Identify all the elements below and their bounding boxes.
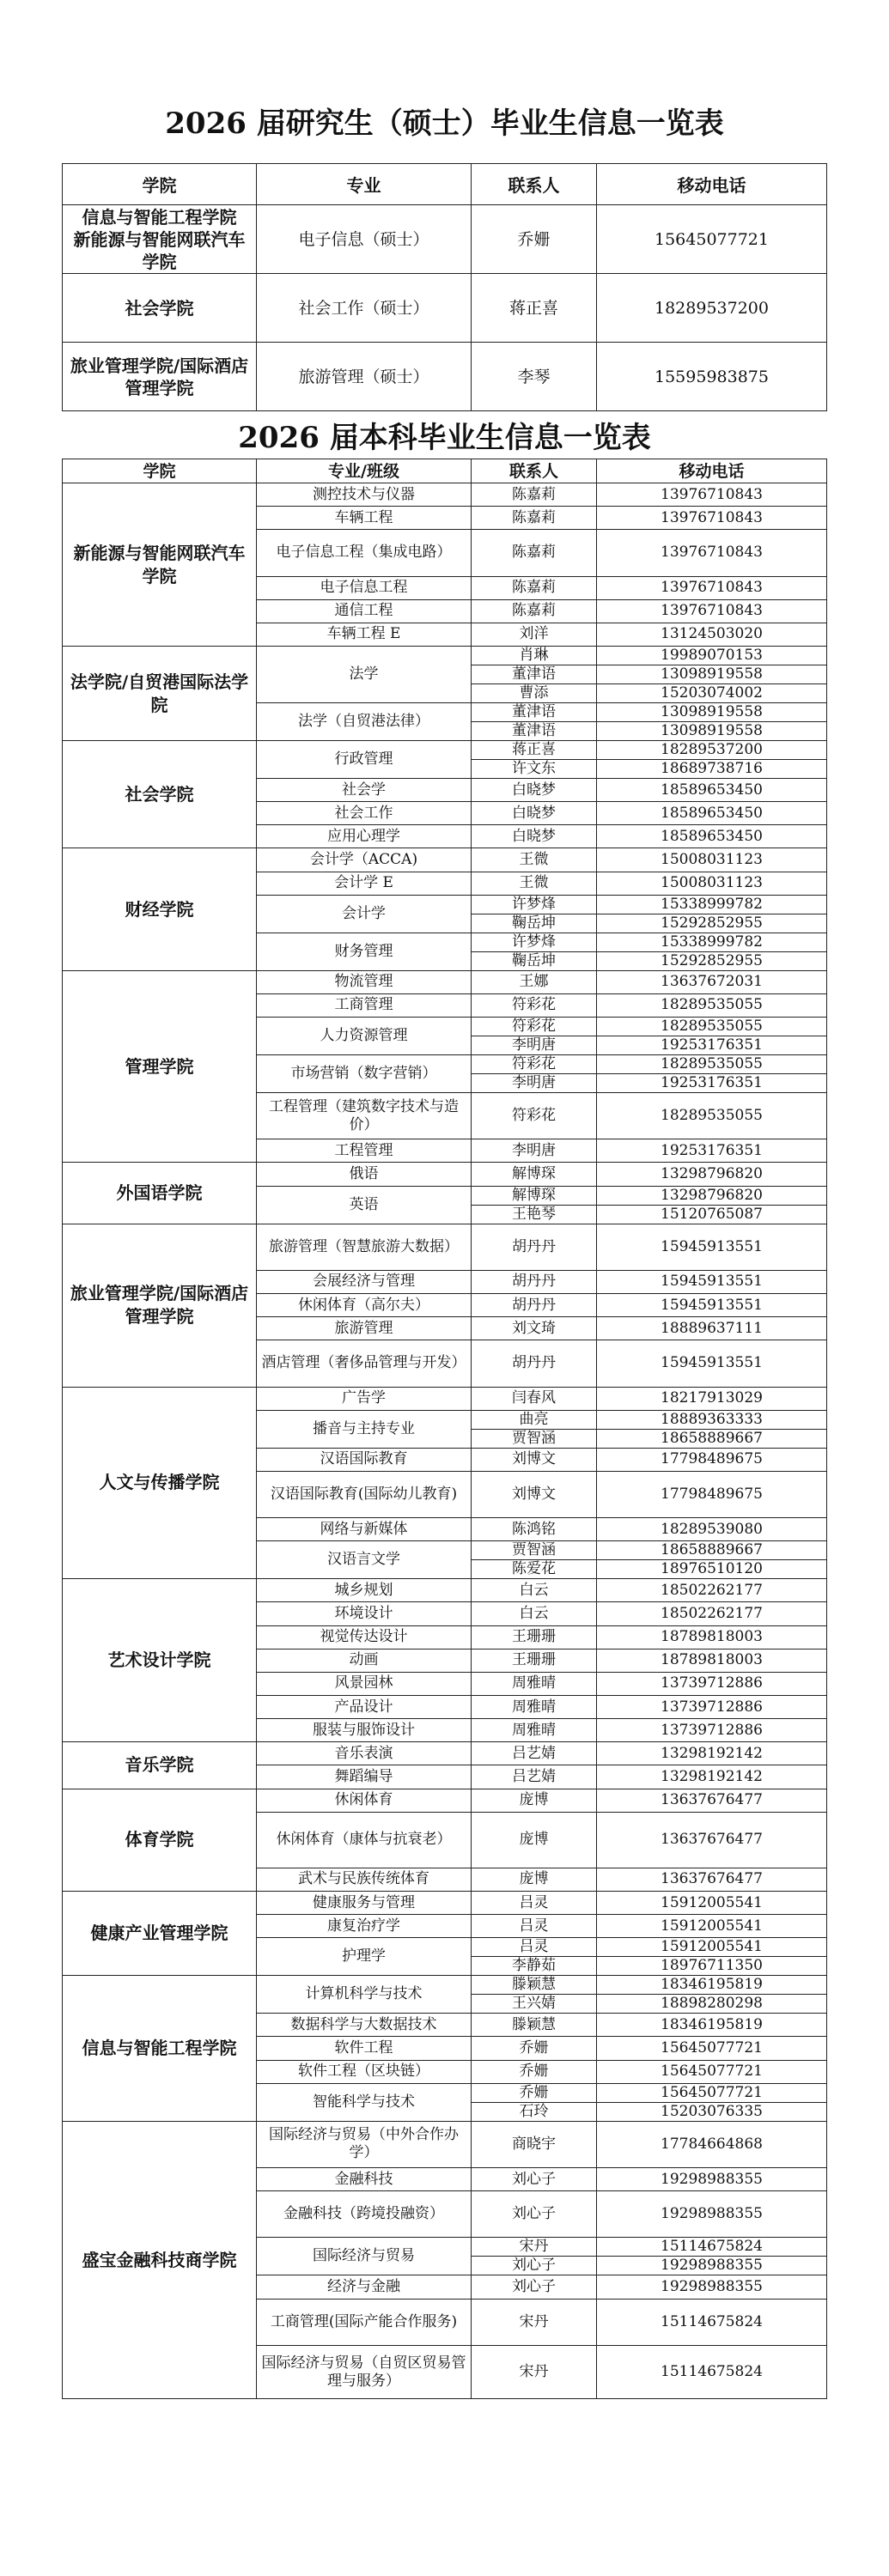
contact-name: 白云: [472, 1579, 597, 1602]
major-name: 金融科技（跨境投融资）: [257, 2191, 472, 2238]
major-name: 酒店管理（奢侈品管理与开发）: [257, 1340, 472, 1387]
phone-number: 15645077721: [597, 2083, 827, 2102]
major-name: 物流管理: [257, 970, 472, 993]
phone-number: 13976710843: [597, 599, 827, 623]
contact-name: 刘博文: [472, 1448, 597, 1471]
contact-name: 陈嘉莉: [472, 599, 597, 623]
contact-name: 王兴婧: [472, 1995, 597, 2014]
contact-name: 周雅晴: [472, 1672, 597, 1695]
major-name: 电子信息工程（集成电路）: [257, 530, 472, 576]
phone-number: 13637676477: [597, 1812, 827, 1868]
contact-name: 刘博文: [472, 1471, 597, 1517]
contact-name: 王微: [472, 872, 597, 895]
major-name: 智能科学与技术: [257, 2083, 472, 2121]
phone-number: 13637676477: [597, 1789, 827, 1812]
phone-number: 13098919558: [597, 665, 827, 684]
phone-number: 18789818003: [597, 1649, 827, 1672]
contact-name: 刘心子: [472, 2191, 597, 2238]
phone-number: 15292852955: [597, 914, 827, 933]
undergraduate-table-title: 2026 届本科毕业生信息一览表: [238, 421, 651, 455]
contact-name: 曲亮: [472, 1410, 597, 1429]
phone-number: 13298796820: [597, 1163, 827, 1186]
table-row: [63, 1579, 827, 1602]
graduate-table-title: 2026 届研究生（硕士）毕业生信息一览表: [165, 106, 724, 141]
major-name: 测控技术与仪器: [257, 483, 472, 507]
phone-number: 19253176351: [597, 1036, 827, 1054]
contact-name: 白晓梦: [472, 779, 597, 802]
contact-name: 乔姗: [472, 2083, 597, 2102]
college-name: 外国语学院: [63, 1163, 257, 1224]
table-row: [63, 970, 827, 993]
table-row: [63, 848, 827, 872]
contact-name: 乔姗: [472, 2037, 597, 2060]
phone-number: 15945913551: [597, 1270, 827, 1293]
phone-number: 15945913551: [597, 1294, 827, 1317]
contact-name: 周雅晴: [472, 1719, 597, 1742]
table-row: [63, 1387, 827, 1410]
phone-number: 18289535055: [597, 1054, 827, 1073]
contact-name: 陈鸿铭: [472, 1518, 597, 1541]
contact-name: 闫春风: [472, 1387, 597, 1410]
major-name: 车辆工程: [257, 507, 472, 530]
college-name: 健康产业管理学院: [63, 1892, 257, 1976]
major-name: 电子信息（硕士）: [257, 205, 472, 274]
phone-number: 15338999782: [597, 895, 827, 914]
major-name: 财务管理: [257, 933, 472, 970]
phone-number: 18789818003: [597, 1625, 827, 1649]
undergraduate-table-body: [63, 483, 827, 2399]
phone-number: 13637676477: [597, 1868, 827, 1891]
phone-number: 15338999782: [597, 933, 827, 951]
contact-name: 李明唐: [472, 1036, 597, 1054]
major-name: 旅游管理（智慧旅游大数据）: [257, 1224, 472, 1270]
college-name: 体育学院: [63, 1789, 257, 1891]
major-name: 汉语言文学: [257, 1541, 472, 1579]
contact-name: 刘洋: [472, 623, 597, 646]
major-name: 动画: [257, 1649, 472, 1672]
college-name: 艺术设计学院: [63, 1579, 257, 1742]
major-name: 护理学: [257, 1938, 472, 1976]
contact-name: 王娜: [472, 970, 597, 993]
header-college: 学院: [63, 459, 257, 483]
contact-name: 胡丹丹: [472, 1294, 597, 1317]
table-row: [63, 741, 827, 760]
phone-number: 18289535055: [597, 993, 827, 1017]
major-name: 人力资源管理: [257, 1017, 472, 1054]
contact-name: 王珊珊: [472, 1625, 597, 1649]
contact-name: 吕灵: [472, 1892, 597, 1915]
contact-name: 曹添: [472, 684, 597, 703]
major-name: 会展经济与管理: [257, 1270, 472, 1293]
header-contact: 联系人: [472, 459, 597, 483]
major-name: 健康服务与管理: [257, 1892, 472, 1915]
header-phone: 移动电话: [597, 459, 827, 483]
table-header-row: [63, 459, 827, 483]
graduate-info-table: [62, 163, 827, 411]
header-major: 专业: [257, 164, 472, 205]
phone-number: 13098919558: [597, 703, 827, 722]
major-name: 社会工作: [257, 802, 472, 825]
phone-number: 18689738716: [597, 760, 827, 779]
contact-name: 蒋正喜: [472, 274, 597, 343]
phone-number: 15008031123: [597, 848, 827, 872]
major-name: 汉语国际教育(国际幼儿教育): [257, 1471, 472, 1517]
phone-number: 18289535055: [597, 1092, 827, 1139]
major-name: 工程管理: [257, 1139, 472, 1163]
table-row: [63, 1789, 827, 1812]
contact-name: 陈嘉莉: [472, 507, 597, 530]
phone-number: 15945913551: [597, 1224, 827, 1270]
college-name: 法学院/自贸港国际法学院: [63, 647, 257, 741]
college-name: 信息与智能工程学院: [63, 1976, 257, 2121]
contact-name: 刘心子: [472, 2257, 597, 2275]
phone-number: 18589653450: [597, 802, 827, 825]
phone-number: 13298796820: [597, 1186, 827, 1205]
major-name: 舞蹈编导: [257, 1765, 472, 1789]
contact-name: 董津语: [472, 703, 597, 722]
phone-number: 15008031123: [597, 872, 827, 895]
major-name: 社会学: [257, 779, 472, 802]
major-name: 通信工程: [257, 599, 472, 623]
major-name: 服装与服饰设计: [257, 1719, 472, 1742]
phone-number: 15912005541: [597, 1938, 827, 1957]
phone-number: 18889363333: [597, 1410, 827, 1429]
contact-name: 陈爱花: [472, 1560, 597, 1579]
phone-number: 18658889667: [597, 1429, 827, 1448]
college-name: 财经学院: [63, 848, 257, 970]
contact-name: 胡丹丹: [472, 1224, 597, 1270]
table-row: [63, 2121, 827, 2167]
phone-number: 19298988355: [597, 2257, 827, 2275]
contact-name: 周雅晴: [472, 1696, 597, 1719]
contact-name: 许梦烽: [472, 933, 597, 951]
major-name: 旅游管理: [257, 1317, 472, 1340]
contact-name: 吕艺婧: [472, 1765, 597, 1789]
phone-number: 15645077721: [597, 2037, 827, 2060]
major-name: 广告学: [257, 1387, 472, 1410]
major-name: 国际经济与贸易（自贸区贸易管理与服务）: [257, 2345, 472, 2398]
contact-name: 符彩花: [472, 1017, 597, 1036]
phone-number: 15912005541: [597, 1892, 827, 1915]
phone-number: 18502262177: [597, 1579, 827, 1602]
major-name: 国际经济与贸易: [257, 2238, 472, 2275]
college-name: 人文与传播学院: [63, 1387, 257, 1579]
major-name: 会计学 E: [257, 872, 472, 895]
phone-number: 15945913551: [597, 1340, 827, 1387]
major-name: 社会工作（硕士）: [257, 274, 472, 343]
contact-name: 吕灵: [472, 1915, 597, 1938]
major-name: 会计学: [257, 895, 472, 933]
major-name: 休闲体育: [257, 1789, 472, 1812]
major-name: 数据科学与大数据技术: [257, 2014, 472, 2037]
contact-name: 滕颖慧: [472, 2014, 597, 2037]
major-name: 行政管理: [257, 741, 472, 779]
major-name: 风景园林: [257, 1672, 472, 1695]
phone-number: 15645077721: [597, 2060, 827, 2083]
major-name: 软件工程: [257, 2037, 472, 2060]
contact-name: 符彩花: [472, 993, 597, 1017]
contact-name: 乔姗: [472, 2060, 597, 2083]
phone-number: 19298988355: [597, 2275, 827, 2299]
major-name: 市场营销（数字营销）: [257, 1054, 472, 1092]
college-name: 音乐学院: [63, 1742, 257, 1789]
contact-name: 滕颖慧: [472, 1976, 597, 1995]
contact-name: 董津语: [472, 722, 597, 741]
major-name: 车辆工程 E: [257, 623, 472, 646]
phone-number: 18289535055: [597, 1017, 827, 1036]
major-name: 视觉传达设计: [257, 1625, 472, 1649]
contact-name: 蒋正喜: [472, 741, 597, 760]
header-college: 学院: [63, 164, 257, 205]
contact-name: 李明唐: [472, 1139, 597, 1163]
major-name: 旅游管理（硕士）: [257, 343, 472, 411]
major-name: 金融科技: [257, 2168, 472, 2191]
table-header-row: [63, 164, 827, 205]
phone-number: 13976710843: [597, 483, 827, 507]
phone-number: 13739712886: [597, 1719, 827, 1742]
phone-number: 19298988355: [597, 2168, 827, 2191]
major-name: 工商管理: [257, 993, 472, 1017]
phone-number: 17784664868: [597, 2121, 827, 2167]
table-row: [63, 1976, 827, 1995]
major-name: 俄语: [257, 1163, 472, 1186]
college-name: 盛宝金融科技商学院: [63, 2121, 257, 2399]
major-name: 城乡规划: [257, 1579, 472, 1602]
phone-number: 18289539080: [597, 1518, 827, 1541]
phone-number: 18976510120: [597, 1560, 827, 1579]
contact-name: 符彩花: [472, 1092, 597, 1139]
phone-number: 17798489675: [597, 1471, 827, 1517]
major-name: 国际经济与贸易（中外合作办学）: [257, 2121, 472, 2167]
major-name: 经济与金融: [257, 2275, 472, 2299]
phone-number: 18976711350: [597, 1957, 827, 1976]
contact-name: 刘心子: [472, 2168, 597, 2191]
phone-number: 13976710843: [597, 576, 827, 599]
phone-number: 18502262177: [597, 1602, 827, 1625]
contact-name: 解博琛: [472, 1186, 597, 1205]
contact-name: 肖琳: [472, 647, 597, 665]
contact-name: 刘心子: [472, 2275, 597, 2299]
major-name: 武术与民族传统体育: [257, 1868, 472, 1891]
contact-name: 王珊珊: [472, 1649, 597, 1672]
major-name: 应用心理学: [257, 825, 472, 848]
phone-number: 15114675824: [597, 2345, 827, 2398]
contact-name: 庞博: [472, 1812, 597, 1868]
major-name: 电子信息工程: [257, 576, 472, 599]
phone-number: 13739712886: [597, 1672, 827, 1695]
contact-name: 王艳琴: [472, 1205, 597, 1224]
college-name: 旅业管理学院/国际酒店管理学院: [63, 1224, 257, 1387]
contact-name: 贾智涵: [472, 1541, 597, 1560]
contact-name: 鞠岳坤: [472, 914, 597, 933]
major-name: 播音与主持专业: [257, 1410, 472, 1448]
major-name: 环境设计: [257, 1602, 472, 1625]
phone-number: 17798489675: [597, 1448, 827, 1471]
major-name: 汉语国际教育: [257, 1448, 472, 1471]
phone-number: 15292852955: [597, 951, 827, 970]
contact-name: 白晓梦: [472, 802, 597, 825]
contact-name: 解博琛: [472, 1163, 597, 1186]
contact-name: 宋丹: [472, 2299, 597, 2345]
phone-number: 18589653450: [597, 779, 827, 802]
phone-number: 13739712886: [597, 1696, 827, 1719]
contact-name: 许文东: [472, 760, 597, 779]
header-phone: 移动电话: [597, 164, 827, 205]
contact-name: 白晓梦: [472, 825, 597, 848]
phone-number: 13098919558: [597, 722, 827, 741]
contact-name: 刘文琦: [472, 1317, 597, 1340]
phone-number: 15120765087: [597, 1205, 827, 1224]
contact-name: 胡丹丹: [472, 1270, 597, 1293]
contact-name: 吕灵: [472, 1938, 597, 1957]
contact-name: 宋丹: [472, 2238, 597, 2257]
contact-name: 符彩花: [472, 1054, 597, 1073]
college-name: 信息与智能工程学院 新能源与智能网联汽车学院: [63, 205, 257, 274]
contact-name: 董津语: [472, 665, 597, 684]
contact-name: 乔姗: [472, 205, 597, 274]
major-name: 休闲体育（高尔夫）: [257, 1294, 472, 1317]
header-major: 专业/班级: [257, 459, 472, 483]
table-row: [63, 1224, 827, 1270]
contact-name: 宋丹: [472, 2345, 597, 2398]
table-row: [63, 1892, 827, 1915]
contact-name: 李静茹: [472, 1957, 597, 1976]
major-name: 工商管理(国际产能合作服务): [257, 2299, 472, 2345]
college-name: 新能源与智能网联汽车学院: [63, 483, 257, 647]
major-name: 英语: [257, 1186, 472, 1224]
college-name: 社会学院: [63, 741, 257, 848]
table-row: [63, 1742, 827, 1765]
major-name: 音乐表演: [257, 1742, 472, 1765]
phone-number: 18346195819: [597, 1976, 827, 1995]
contact-name: 许梦烽: [472, 895, 597, 914]
major-name: 会计学（ACCA): [257, 848, 472, 872]
major-name: 康复治疗学: [257, 1915, 472, 1938]
contact-name: 王微: [472, 848, 597, 872]
major-name: 法学: [257, 647, 472, 703]
phone-number: 18889637111: [597, 1317, 827, 1340]
phone-number: 15203076335: [597, 2102, 827, 2121]
major-name: 网络与新媒体: [257, 1518, 472, 1541]
phone-number: 13976710843: [597, 507, 827, 530]
major-name: 产品设计: [257, 1696, 472, 1719]
major-name: 计算机科学与技术: [257, 1976, 472, 2014]
phone-number: 18658889667: [597, 1541, 827, 1560]
phone-number: 15645077721: [597, 205, 827, 274]
phone-number: 18289537200: [597, 274, 827, 343]
phone-number: 15912005541: [597, 1915, 827, 1938]
college-name: 旅业管理学院/国际酒店管理学院: [63, 343, 257, 411]
table-row: [63, 343, 827, 411]
contact-name: 李琴: [472, 343, 597, 411]
phone-number: 18898280298: [597, 1995, 827, 2014]
phone-number: 19253176351: [597, 1139, 827, 1163]
contact-name: 贾智涵: [472, 1429, 597, 1448]
table-row: [63, 483, 827, 507]
college-name: 社会学院: [63, 274, 257, 343]
table-row: [63, 205, 827, 274]
phone-number: 13637672031: [597, 970, 827, 993]
contact-name: 石玲: [472, 2102, 597, 2121]
major-name: 休闲体育（康体与抗衰老）: [257, 1812, 472, 1868]
phone-number: 18589653450: [597, 825, 827, 848]
contact-name: 李明唐: [472, 1073, 597, 1092]
contact-name: 吕艺婧: [472, 1742, 597, 1765]
table-row: [63, 1163, 827, 1186]
major-name: 软件工程（区块链）: [257, 2060, 472, 2083]
contact-name: 陈嘉莉: [472, 483, 597, 507]
contact-name: 庞博: [472, 1789, 597, 1812]
college-name: 管理学院: [63, 970, 257, 1163]
phone-number: 13298192142: [597, 1742, 827, 1765]
phone-number: 19989070153: [597, 647, 827, 665]
phone-number: 18289537200: [597, 741, 827, 760]
phone-number: 18217913029: [597, 1387, 827, 1410]
header-contact: 联系人: [472, 164, 597, 205]
major-name: 工程管理（建筑数字技术与造价）: [257, 1092, 472, 1139]
undergraduate-info-table: [62, 459, 827, 2399]
table-row: [63, 647, 827, 665]
contact-name: 白云: [472, 1602, 597, 1625]
table-row: [63, 274, 827, 343]
phone-number: 19253176351: [597, 1073, 827, 1092]
contact-name: 庞博: [472, 1868, 597, 1891]
phone-number: 13124503020: [597, 623, 827, 646]
contact-name: 陈嘉莉: [472, 530, 597, 576]
contact-name: 鞠岳坤: [472, 951, 597, 970]
phone-number: 15595983875: [597, 343, 827, 411]
major-name: 法学（自贸港法律）: [257, 703, 472, 741]
phone-number: 19298988355: [597, 2191, 827, 2238]
phone-number: 13298192142: [597, 1765, 827, 1789]
phone-number: 18346195819: [597, 2014, 827, 2037]
contact-name: 陈嘉莉: [472, 576, 597, 599]
phone-number: 15114675824: [597, 2238, 827, 2257]
contact-name: 胡丹丹: [472, 1340, 597, 1387]
phone-number: 15114675824: [597, 2299, 827, 2345]
phone-number: 13976710843: [597, 530, 827, 576]
contact-name: 商晓宇: [472, 2121, 597, 2167]
phone-number: 15203074002: [597, 684, 827, 703]
